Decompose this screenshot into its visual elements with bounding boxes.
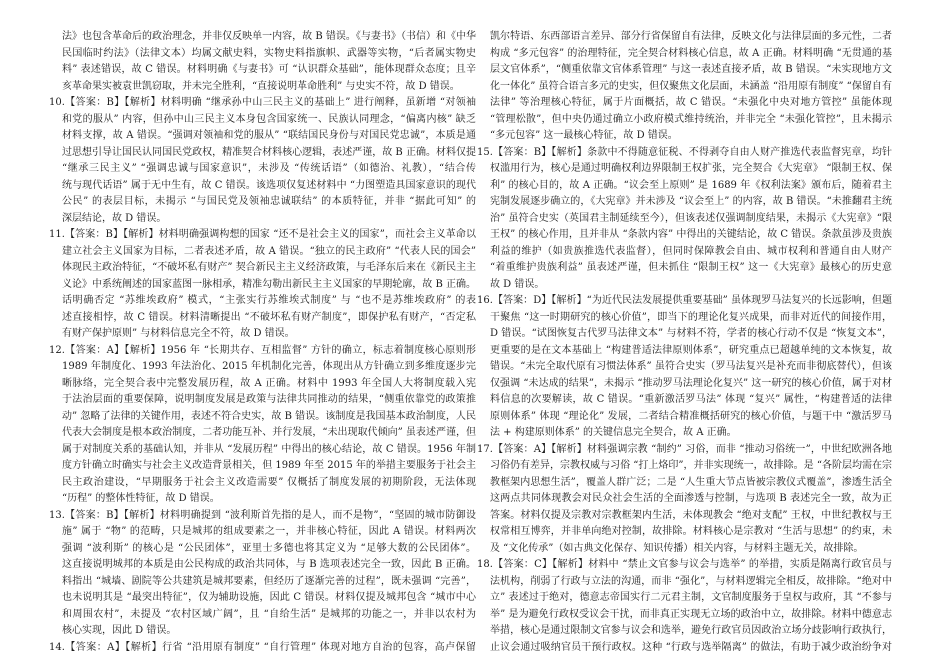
answer-heading-line: 13.【答案：B】【解析】材料明确提到 “波利斯首先指的是人，而不是物”，“坚固的城市防御设 [49, 509, 476, 521]
text-line: 和党的服从” 内容，但孙中山三民主义本身包含国家统一、民族认同理念，“偏离内核” 缺乏 [62, 113, 476, 125]
answer-item-q9-continued [62, 29, 476, 95]
text-line: 属于对制度关系的基础认知，并非从 “发展历程” 中得出的核心结论，故 C 错误。1956 年制 [62, 443, 476, 455]
answer-item-q17 [477, 442, 892, 558]
right-column [477, 29, 892, 661]
text-line: 权常相互博弈，并非单向绝对控制，故排除。材料核心是宗教对 “生活与思想” 的约束，未 [490, 526, 892, 537]
text-line: 凯尔特语、东西部语言差异、部分行省保留自有法律，反映文化与法律层面的多元性，二者 [490, 31, 892, 42]
answer-item-q13 [49, 508, 476, 640]
text-line: 法 + 构建原则体系” 的关键信息完全契合，故 A 正确。 [490, 427, 737, 438]
text-line: 代表大会制度是根本政治制度，二者功能互补、并行发展，“未出现取代倾向” 虽表述严谨，但 [62, 427, 476, 438]
text-line: 王权” 的核心作用，且并非从 “条款内容” 中得出的关键结论，故 C 错误。条款虽涉及贵族 [490, 229, 892, 240]
text-line: 干聚焦 “这一时期研究的核心价值”，即当下的理论化复兴成果，而非对近代的间接作用， [490, 311, 892, 323]
text-line: 错误。“未完全取代原有习惯法体系” 虽符合史实（罗马法复兴是补充而非彻底替代），但该 [490, 361, 892, 372]
text-line: 利” 的核心目的，故 A 正确。“议会至上原则” 是 1689 年《权利法案》颁布后，随着君主 [490, 179, 892, 191]
text-line: 话明确否定 “苏维埃政府” 模式，“主张实行苏维埃式制度” 与 “也不是苏维埃政府” 的表 [62, 295, 476, 306]
text-line: 也未说明其是 “最突出特征”，仅为辅助设施，因此 C 错误。材料仅提及城邦包含 “城市中心 [62, 592, 476, 603]
text-line: 体现民主政治特征，“不破坏私有财产” 契合新民主主义经济政策，与毛泽东后来在《新民主主 [62, 262, 476, 273]
text-line: 民主政治建设，“早期服务于社会主义改造需要” 仅概括了制度发展的初期阶段，无法体现 [62, 476, 476, 488]
answer-item-q14-continued [490, 29, 892, 145]
text-line: 料指出 “城墙、剧院等公共建筑是城邦要素，但经历了逐渐完善的过程”，既未强调 “完善”， [62, 575, 476, 587]
text-line: 举” 是为避免行政权受议会干扰，而非真正实现无立场的政治中立，故排除。材料中德意志 [490, 608, 892, 620]
text-line: 构成 “多元包容” 的治理特征，完全契合材料核心信息，故 A 正确。材料明确 “无贯通的基 [490, 47, 892, 59]
text-line: 1989 年制度化、1993 年法治化、2015 年机制化完善，体现出从方针确立到多维度逐步完 [62, 361, 476, 372]
answer-item-q16 [477, 293, 892, 442]
answer-heading-line: 18.【答案：C】【解析】材料中 “禁止文官参与议会与选举” 的举措，实质是隔离行政官员与 [477, 559, 892, 570]
text-line: 法》也包含革命后的政治理念，并非仅反映单一内容，故 B 错误。《与妻书》（书信）和《中华 [62, 31, 476, 42]
text-line: 晰脉络，完全契合表中完整发展历程，故 A 正确。材料中 1993 年全国人大将制度载入宪 [62, 377, 476, 389]
text-line: “多元包容” 这一最核心特征，故 D 错误。 [490, 130, 678, 141]
answer-item-q18 [477, 557, 892, 656]
answer-item-q14 [49, 640, 476, 657]
answer-heading-line: 12.【答案：A】【解析】1956 年 “长期共存、互相监督” 方针的确立，标志着制度核心原则形 [49, 344, 476, 356]
answer-heading-line: 10.【答案：B】【解析】材料明确 “继承孙中山三民主义的基础上” 进行阐释，虽新增 “对领袖 [49, 97, 476, 108]
text-line: 利益的维护（如贵族推选代表监督），但同时保障教会自由、城市权利和普通自由人财产 [490, 245, 892, 257]
answer-item-q12 [49, 343, 476, 508]
text-line: 答案。材料仅提及宗教对宗教框架内生活，未体现教会 “绝对支配” 王权，中世纪教权与王 [490, 509, 892, 521]
text-line: “管理松散”，但中央仍通过确立小政府模式维持统治，并非完全 “未强化管控”，且未揭示 [490, 113, 892, 125]
text-line: 原则体系” 体现 “理论化” 发展，二者结合精准概括研究的核心价值，与题干中 “激活罗马 [490, 410, 892, 422]
text-line: 仅强调 “未达成的结果”，未揭示 “推动罗马法理论化复兴” 这一研究的核心价值，属于对材 [490, 377, 892, 389]
text-line: 深层结论，故 D 错误。 [62, 212, 167, 224]
text-line: 统与现代话语” 属于无中生有，故 C 错误。该选项仅复述材料中 “力图塑造具国家意识的现代 [62, 179, 476, 191]
text-line: 这两点共同体现教会对民众社会生活的全面渗透与控制，与选项 B 表述完全一致，故为正 [490, 493, 892, 504]
text-line: 过思想引导让国民认同国民党政权，精准契合材料核心逻辑，表述严谨，故 B 正确。材料仅提 [62, 146, 476, 158]
text-line: 度方针确立时确实与社会主义改造背景相关，但 1989 年至 2015 年的举措主要服务于社会主 [62, 460, 476, 471]
text-line: 故 D 错误。 [490, 278, 545, 290]
text-line: D 错误。“试图恢复古代罗马法律文本” 与材料不符，学者的核心行动不仅是 “恢复文本”， [490, 328, 892, 339]
text-line: 和周围农村”，未提及 “农村区域广阔”，且 “自给生活” 是城邦的功能之一，并非以农村为 [62, 608, 476, 620]
text-line: 公民” 的表层目标，未揭示 “与国民党及领袖忠诚联结” 的本质特征，并非 “据此可知” 的 [62, 196, 476, 207]
text-line: 核心实现，因此 D 错误。 [62, 625, 177, 636]
left-column [49, 29, 476, 661]
answer-heading-line: 11.【答案：B】【解析】材料明确强调构想的国家 “还不是社会主义的国家”，而社会主义革命以 [49, 229, 476, 240]
text-line: 材料支撑，故 A 错误。“强调对领袖和党的服从” “联结国民身份与对国民党忠诚”，本质是通 [62, 130, 476, 141]
text-line: 权滥用行为，核心是通过明确权利边界限制王权扩张，完全契合《大宪章》 “限制王权、保 [490, 163, 892, 174]
text-line: 民国临时约法》（法律文本）均属文献史料，实物史料指旗帜、武器等实物，“后者属实物史 [62, 47, 476, 59]
text-line: 及 “文化传承”（如古典文化保存、知识传播）相关内容，与材料主题无关，故排除。 [490, 542, 864, 554]
text-line: 立” 表述过于绝对，德意志帝国实行二元君主制，文官制度服务于皇权与政府，其 “不参与 [490, 592, 892, 603]
text-line: 施” 属于 “物” 的范畴，只是城邦的组成要素之一，并非核心特征，因此 A 错误。材料两次 [62, 526, 476, 537]
answer-item-q10 [49, 95, 476, 227]
text-line: 教框架内思想生活”，覆盖人群广泛；二是 “人生重大节点皆被宗教仪式覆盖”，渗透生活全 [490, 476, 892, 488]
text-line: 料” 表述错误，故 C 错误。材料明确《与妻书》可 “认识群众基础”，能体现群众态度；且辛 [62, 64, 476, 75]
text-line: 法机构，削弱了行政与立法的沟通，而非 “强化”，与材料逻辑完全相反，故排除。“绝对中 [490, 575, 892, 587]
answer-item-q15 [477, 145, 892, 294]
text-line: 义论》中系统阐述的国家蓝图一脉相承，精准勾勒出新民主主义国家的早期轮廓，故 B 正确。 [62, 278, 476, 290]
text-line: 述直接相悖，故 C 错误。材料清晰提出 “不破坏私有财产制度”，即保护私有财产，“否定私 [62, 311, 476, 323]
text-line: 亥革命果实被袁世凯窃取，并未完全胜利，“直接说明革命胜利” 与史实不符，故 D 错误。 [62, 80, 460, 92]
text-line: 止议会通过吸纳官员干预行政权。这种 “行政与选举隔离” 的做法，有助于减少政治纷争对 [490, 641, 892, 653]
answer-heading-line: 14.【答案：A】【解析】行省 “沿用原有制度” “自行管理” 体现对地方自治的包容，高卢保留 [49, 641, 476, 653]
answer-heading-line: 17.【答案：A】【解析】材料强调宗教 “制约” 习俗，而非 “推动习俗统一”，中世纪欧洲各地 [477, 443, 892, 455]
answer-item-q11 [49, 227, 476, 343]
text-line: 层文官体系”，“侧重依靠文官体系管理” 与这一表述直接矛盾，故 B 错误。“未实现地方文 [490, 64, 892, 75]
text-line: 更重要的是在文本基础上 “构建普适法律原则体系”，研究重点已超越单纯的文本恢复，故 [490, 344, 892, 356]
text-line: “历程” 的整体性特征，故 D 错误。 [62, 493, 220, 504]
text-line: 法律” 等治理核心特征，属于片面概括，故 C 错误。“未强化中央对地方管控” 虽能体现 [490, 97, 892, 108]
text-line: 化一体化” 虽符合语言多元的史实，但仅聚焦文化层面，未涵盖 “沿用原有制度” “保留自有 [490, 80, 892, 92]
text-line: “着重维护贵族利益” 虽表述严谨，但未抓住 “限制王权” 这一《大宪章》最核心的历史意 [490, 262, 892, 273]
text-line: “继承三民主义” “强调忠诚与国家意识”，未涉及 “传统话语”（如德治、礼教），“结合传 [62, 163, 476, 174]
text-line: 习俗仍有差异，宗教权威与习俗 “打上烙印”，并非实现统一，故排除。是 “各阶层均需在宗 [490, 460, 892, 471]
text-line: 料信息的次要解读，故 C 错误。“重新激活罗马法” 体现 “复兴” 属性，“构建普适的法律 [490, 394, 892, 405]
text-line: 举措，核心是通过限制文官参与议会和选举，避免行政官员因政治立场分歧影响行政执行， [490, 625, 892, 636]
text-line: 这直接说明城邦的本质是由公民构成的政治共同体，与 B 选项表述完全一致，因此 B 正确。 [62, 559, 476, 570]
answer-heading-line: 15.【答案：B】【解析】条款中不得随意征税、不得剥夺自由人财产推选代表监督宪章，均针 [477, 146, 892, 158]
text-line: 动” 忽略了法律的关键作用，表述不符合史实，故 B 错误。该制度是我国基本政治制度，人民 [62, 410, 476, 422]
text-line: 宪制发展逐步确立的，《大宪章》并未涉及 “议会至上” 的内容，故 B 错误。“未推翻君主统 [490, 196, 892, 207]
answer-heading-line: 16.【答案：D】【解析】“为近代民法发展提供重要基础” 虽体现罗马法复兴的长远影响，但题 [477, 295, 892, 306]
text-line: 强调 “波利斯” 的核心是 “公民团体”，亚里士多德也将其定义为 “足够大数的公民团体”。 [62, 542, 476, 554]
text-line: 治” 虽符合史实（英国君主制延续至今），但该表述仅强调制度结果，未揭示《大宪章》“限 [490, 212, 892, 224]
text-line: 建立社会主义国家为目标，二者表述矛盾，故 A 错误。“独立的民主政府” “代表人民的国会” [62, 245, 476, 257]
text-line: 于法治层面的重要保障，说明制度发展是政策与法律共同推动的结果，“侧重依靠党的政策推 [62, 394, 476, 405]
text-line: 有财产保护原则” 与材料信息完全不符，故 D 错误。 [62, 328, 295, 339]
